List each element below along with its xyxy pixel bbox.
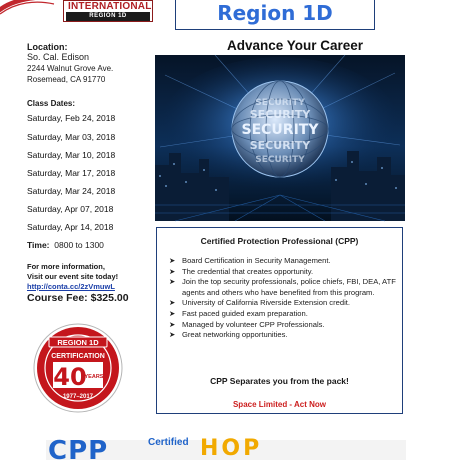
- space-limited-notice: Space Limited - Act Now: [232, 400, 327, 409]
- certification-badge: [33, 323, 123, 413]
- cpp-tagline: CPP Separates you from the pack!: [210, 376, 349, 386]
- badge-years-number: 40: [53, 363, 87, 391]
- class-date: Saturday, Mar 10, 2018: [27, 150, 116, 160]
- list-item: [169, 330, 397, 341]
- class-date: Saturday, Mar 24, 2018: [27, 186, 116, 196]
- hero-word: SECURITY: [249, 108, 311, 121]
- arrow-bullet-icon: ➤: [169, 298, 176, 308]
- page-title-box: [175, 0, 375, 30]
- badge-certification-text: CERTIFICATION: [51, 353, 105, 360]
- list-item: [169, 298, 397, 309]
- list-item-text: Fast paced guided exam preparation.: [182, 308, 308, 318]
- time-label: Time:: [27, 240, 50, 250]
- arrow-bullet-icon: ➤: [169, 319, 176, 329]
- info-line-2: Visit our event site today!: [27, 272, 119, 281]
- list-item: [169, 320, 397, 331]
- hero-word-top: SECURITY: [255, 98, 305, 108]
- arrow-bullet-icon: ➤: [169, 256, 176, 265]
- arrow-bullet-icon: ➤: [169, 266, 176, 276]
- list-item-text: The credential that creates opportunity.: [182, 266, 314, 276]
- logo-international-text: INTERNATIONAL: [68, 1, 152, 12]
- location-block: [27, 42, 157, 85]
- cpp-title: Certified Protection Professional (CPP): [200, 236, 359, 246]
- list-item-text: University of California Riverside Extension credit.: [182, 298, 350, 308]
- location-label: Location:: [27, 42, 68, 52]
- event-site-link[interactable]: http://conta.cc/2zVmuwL: [27, 282, 115, 291]
- time-value: 0800 to 1300: [54, 240, 104, 250]
- info-line-1: For more information,: [27, 262, 105, 271]
- badge-region-text: REGION 1D: [57, 338, 99, 347]
- class-date: Saturday, Mar 17, 2018: [27, 168, 116, 178]
- arrow-bullet-icon: ➤: [169, 277, 176, 287]
- cpp-bullet-list: [169, 256, 397, 341]
- logo-swoosh-icon: [0, 0, 60, 16]
- class-date: Saturday, Apr 14, 2018: [27, 222, 114, 232]
- list-item: [169, 309, 397, 320]
- badge-year-span: 1977–2017: [62, 394, 94, 400]
- location-city: Rosemead, CA 91770: [27, 75, 106, 84]
- security-hero-image: [155, 55, 405, 221]
- logo-region-text: REGION 1D: [66, 12, 150, 21]
- class-date: Saturday, Mar 03, 2018: [27, 132, 116, 142]
- arrow-bullet-icon: ➤: [169, 330, 176, 340]
- info-text: [27, 262, 118, 282]
- list-item: [169, 256, 397, 267]
- asis-logo: [0, 0, 160, 26]
- cpp-logo-text: CPP: [48, 436, 109, 466]
- cpp-info-box: [156, 227, 403, 414]
- class-date: Saturday, Feb 24, 2018: [27, 113, 116, 123]
- list-item: [169, 277, 397, 298]
- list-item-text: Board Certification in Security Management.: [182, 256, 331, 265]
- hero-word-main: SECURITY: [241, 122, 319, 138]
- hero-word: SECURITY: [249, 139, 311, 152]
- class-dates-label: Class Dates:: [27, 99, 76, 108]
- list-item-text: Join the top security professionals, police chiefs, FBI, DEA, ATF agents and others who have benefited from this program.: [182, 277, 396, 297]
- location-org: So. Cal. Edison: [27, 52, 90, 62]
- list-item-text: Great networking opportunities.: [182, 330, 288, 340]
- course-fee: Course Fee: $325.00: [27, 292, 129, 304]
- certified-logo-text: Certified: [148, 437, 189, 448]
- page-title: Region 1D: [217, 1, 333, 25]
- logo-box: [63, 0, 153, 22]
- list-item: [169, 267, 397, 278]
- arrow-bullet-icon: ➤: [169, 308, 176, 318]
- hero-word-bottom: SECURITY: [255, 155, 305, 165]
- advance-heading: Advance Your Career: [226, 38, 364, 53]
- location-street: 2244 Walnut Grove Ave.: [27, 64, 114, 73]
- hop-logo-text: HOP: [200, 436, 263, 461]
- badge-years-word: YEARS: [84, 374, 104, 380]
- list-item-text: Managed by volunteer CPP Professionals.: [182, 319, 325, 329]
- time-line: [27, 240, 104, 250]
- footer-logos: [0, 434, 450, 466]
- class-date: Saturday, Apr 07, 2018: [27, 204, 114, 214]
